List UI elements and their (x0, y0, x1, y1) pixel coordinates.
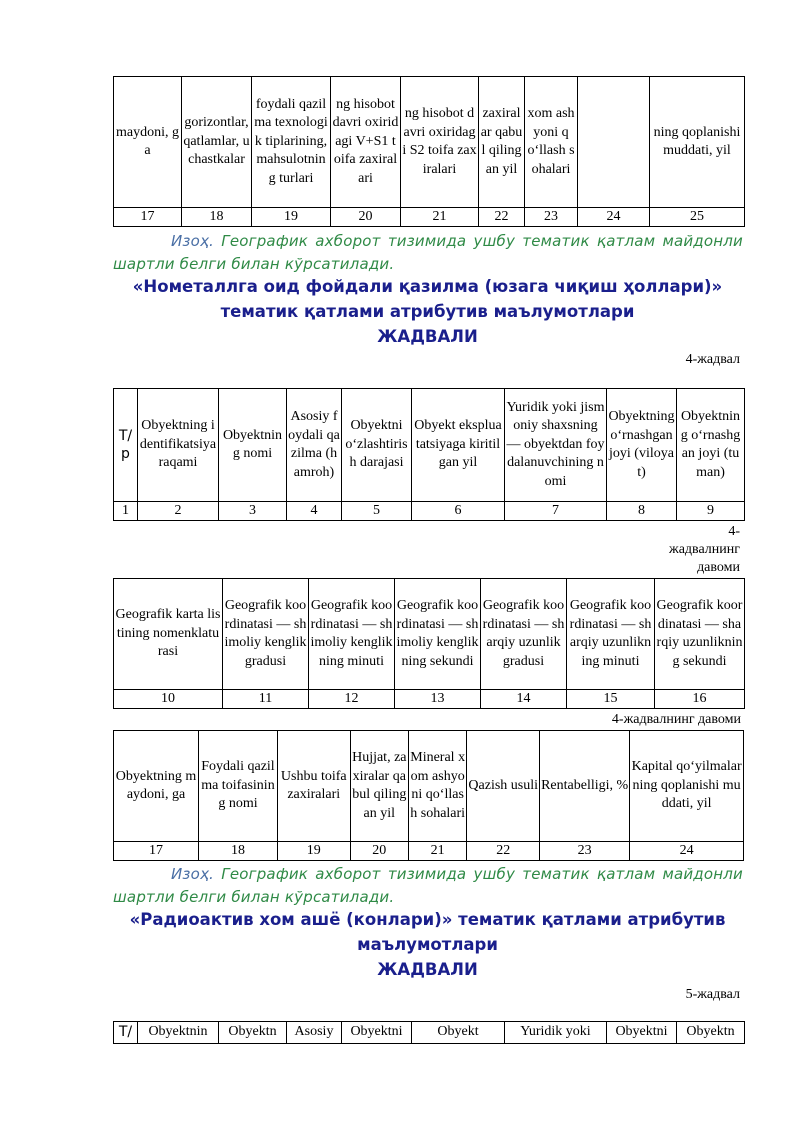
header-cell: Obyektn (677, 1022, 745, 1044)
header-cell: zaxiralar qabul qilingan yil (479, 77, 525, 208)
header-cell: Obyektning nomi (219, 389, 287, 502)
column-number: 5 (342, 502, 412, 521)
header-cell: Obyektn (219, 1022, 287, 1044)
heading-line: «Радиоактив хом ашё (конлари)» тематик қатлами атрибутив (129, 910, 726, 929)
header-cell: ng hisobot davri oxiridagi V+S1 toifa zaxiralari (331, 77, 401, 208)
header-cell: xom ashyoni qo‘llash sohalari (525, 77, 578, 208)
header-cell: Mineral xom ashyoni qo‘llash sohalari (408, 731, 466, 842)
heading-line: ЖАДВАЛИ (377, 960, 478, 979)
column-number: 19 (252, 208, 331, 227)
header-cell: Asosiy foydali qazilma (hamroh) (287, 389, 342, 502)
header-cell: Obyektning o‘rnashgan joyi (viloyat) (607, 389, 677, 502)
column-number: 13 (395, 690, 481, 709)
column-number: 2 (138, 502, 219, 521)
note-text: Географик ахборот тизимида ушбу тематик қатлам майдонли шартли белги билан кўрсатилади. (113, 232, 743, 273)
section-heading-1 (100, 274, 755, 349)
header-cell: Yuridik yoki jismoniy shaxsning — obyektdan foydalanuvchining nomi (505, 389, 607, 502)
header-cell: Ushbu toifa zaxiralari (277, 731, 350, 842)
table-4-part-1 (113, 388, 745, 521)
column-number: 23 (540, 842, 630, 861)
header-cell: Obyektni o‘zlashtirish darajasi (342, 389, 412, 502)
header-cell: Obyekt (412, 1022, 505, 1044)
column-number: 4 (287, 502, 342, 521)
column-number: 8 (607, 502, 677, 521)
heading-line: тематик қатлами атрибутив маълумотлари (220, 302, 635, 321)
column-number: 17 (114, 208, 182, 227)
column-number: 16 (655, 690, 745, 709)
header-cell: Geografik koordinatasi — sharqiy uzunlikning minuti (567, 579, 655, 690)
header-cell: Qazish usuli (467, 731, 540, 842)
header-cell: Geografik koordinatasi — sharqiy uzunlikning sekundi (655, 579, 745, 690)
header-cell (578, 77, 650, 208)
column-number: 18 (199, 842, 278, 861)
header-cell: Obyekt ekspluatatsiyaga kiritilgan yil (412, 389, 505, 502)
column-number: 21 (408, 842, 466, 861)
column-number: 24 (578, 208, 650, 227)
column-number: 10 (114, 690, 223, 709)
header-cell: Asosiy (287, 1022, 342, 1044)
header-cell: ng hisobot davri oxiridagi S2 toifa zaxiralari (401, 77, 479, 208)
column-number: 15 (567, 690, 655, 709)
column-number: 17 (114, 842, 199, 861)
heading-line: ЖАДВАЛИ (377, 327, 478, 346)
header-cell: Geografik koordinatasi — sharqiy uzunlik gradusi (481, 579, 567, 690)
column-number: 24 (630, 842, 744, 861)
table-label: 4-жадвал (685, 352, 740, 367)
table-4-part-2 (113, 578, 745, 709)
note-1 (113, 230, 743, 276)
header-cell: foydali qazilma texnologik tiplarining, mahsulotning turlari (252, 77, 331, 208)
header-cell: Obyektning o‘rnashgan joyi (tuman) (677, 389, 745, 502)
column-number: 14 (481, 690, 567, 709)
note-lead: Изоҳ. (171, 232, 215, 250)
column-number: 22 (467, 842, 540, 861)
column-number: 11 (223, 690, 309, 709)
header-cell: ning qoplanishi muddati, yil (650, 77, 745, 208)
note-2 (113, 863, 743, 909)
header-cell: gorizontlar, qatlamlar, uchastkalar (182, 77, 252, 208)
header-cell: Obyektning maydoni, ga (114, 731, 199, 842)
table-4-part-3 (113, 730, 744, 861)
note-lead: Изоҳ. (171, 865, 215, 883)
column-number: 19 (277, 842, 350, 861)
heading-line: «Нометаллга оид фойдали қазилма (юзага чиқиш ҳоллари)» (132, 277, 723, 296)
column-number: 7 (505, 502, 607, 521)
column-number: 1 (114, 502, 138, 521)
column-number: 25 (650, 208, 745, 227)
header-cell: Foydali qazilma toifasining nomi (199, 731, 278, 842)
header-cell: Geografik karta listining nomenklaturasi (114, 579, 223, 690)
column-number: 9 (677, 502, 745, 521)
header-cell: Obyektni (342, 1022, 412, 1044)
header-cell: Obyektning identifikatsiya raqami (138, 389, 219, 502)
header-cell: Obyektni (607, 1022, 677, 1044)
header-cell: Geografik koordinatasi — shimoliy kenglikning minuti (309, 579, 395, 690)
table-5 (113, 1021, 745, 1044)
column-number: 12 (309, 690, 395, 709)
column-number: 22 (479, 208, 525, 227)
column-number: 20 (331, 208, 401, 227)
header-cell: Obyektnin (138, 1022, 219, 1044)
note-text: Географик ахборот тизимида ушбу тематик қатлам майдонли шартли белги билан кўрсатилади. (113, 865, 743, 906)
header-cell: Rentabelligi, % (540, 731, 630, 842)
column-number: 20 (350, 842, 408, 861)
header-cell: Т/ (114, 1022, 138, 1044)
header-cell: Geografik koordinatasi — shimoliy kenglikning sekundi (395, 579, 481, 690)
column-number: 23 (525, 208, 578, 227)
table-a (113, 76, 745, 227)
column-number: 21 (401, 208, 479, 227)
header-cell: Geografik koordinatasi — shimoliy kenglik gradusi (223, 579, 309, 690)
table-label: 5-жадвал (685, 987, 740, 1002)
header-cell: Yuridik yoki (505, 1022, 607, 1044)
column-number: 3 (219, 502, 287, 521)
header-cell: Hujjat, zaxiralar qabul qilingan yil (350, 731, 408, 842)
continuation-label: 4-жадвалнинг давоми (669, 524, 740, 575)
header-cell: Kapital qo‘yilmalarning qoplanishi muddati, yil (630, 731, 744, 842)
heading-line: маълумотлари (357, 935, 498, 954)
column-number: 6 (412, 502, 505, 521)
section-heading-2 (100, 907, 755, 982)
column-number: 18 (182, 208, 252, 227)
header-cell: maydoni, ga (114, 77, 182, 208)
header-cell: Т/р (114, 389, 138, 502)
continuation-label: 4-жадвалнинг давоми (611, 712, 741, 727)
